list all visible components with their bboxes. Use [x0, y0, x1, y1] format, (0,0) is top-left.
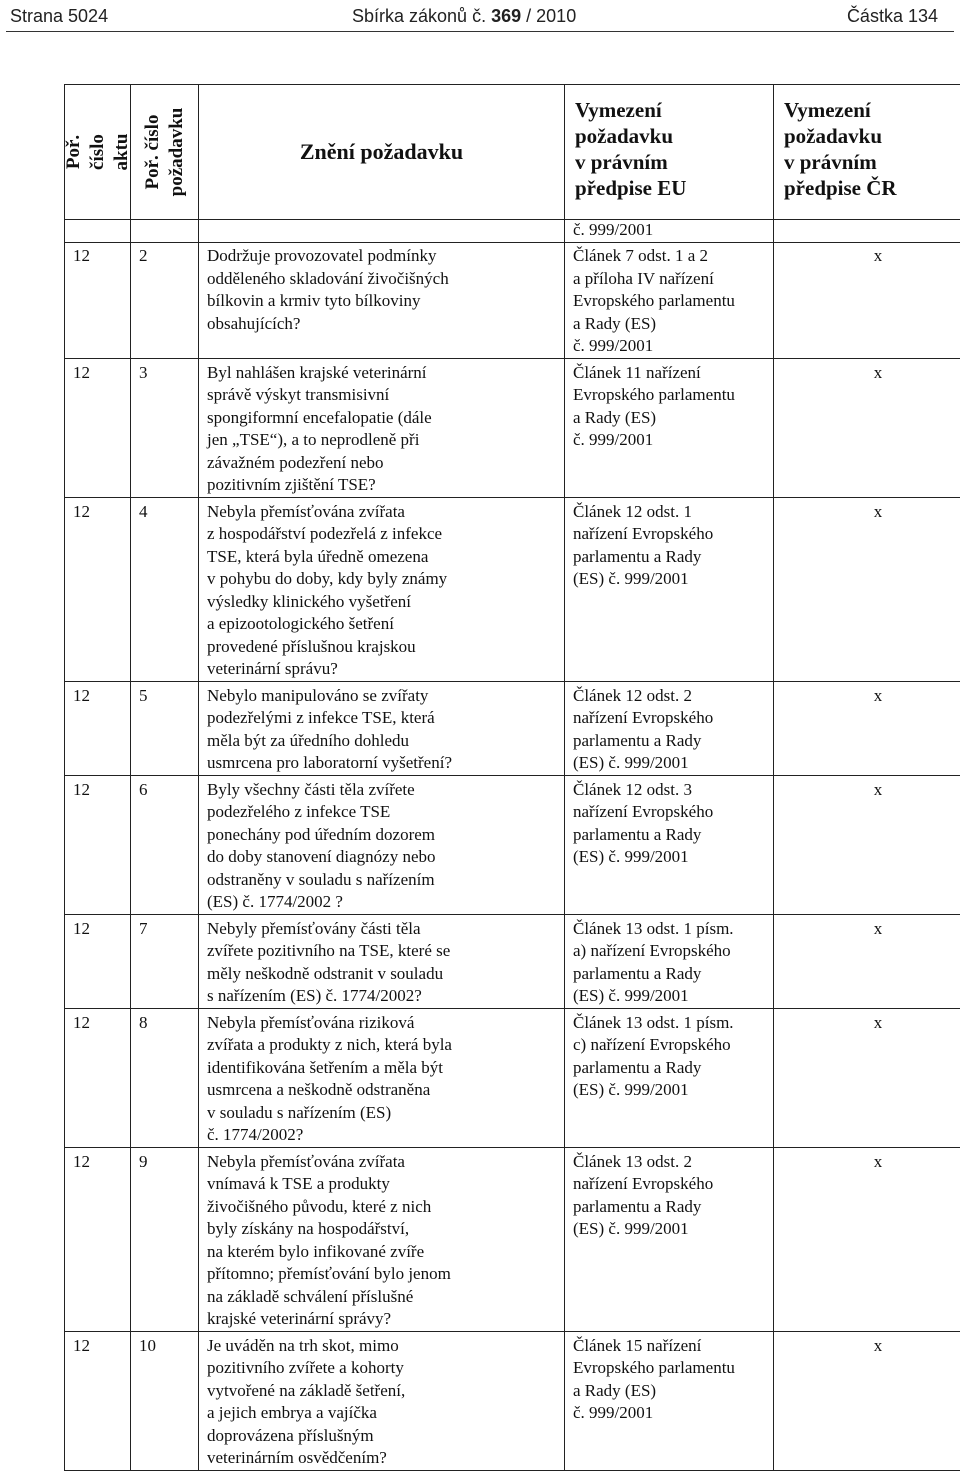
- table-row: [65, 775, 960, 914]
- row-zneni-text: Nebyla přemísťována zvířata z hospodářství podezřelá z infekce TSE, která byla úředně omezena v pohybu do doby, kdy byly známy výsledky klinického vyšetření a epizootologického šetření provedené příslušnou krajskou veterinární správu?: [199, 497, 565, 681]
- row-cr-reference: x: [774, 1331, 960, 1470]
- row-pozadavek-number: 9: [131, 1147, 199, 1331]
- header-vymezeni-cr: Vymezení požadavku v právním předpise ČR: [774, 85, 960, 220]
- collection-prefix: Sbírka zákonů č.: [352, 6, 486, 26]
- row-pozadavek-number: 3: [131, 358, 199, 497]
- row-eu-reference: Článek 7 odst. 1 a 2 a příloha IV nařízení Evropského parlamentu a Rady (ES) č. 999/2001: [565, 243, 774, 359]
- requirements-table: [64, 84, 960, 1471]
- row-pozadavek-number: 2: [131, 243, 199, 359]
- header-vymezeni-eu: Vymezení požadavku v právním předpise EU: [565, 85, 774, 220]
- row-akt-number: 12: [65, 497, 131, 681]
- header-por-cislo-pozadavku: Poř. číslo požadavku: [131, 85, 199, 220]
- row-pozadavek-number: 6: [131, 775, 199, 914]
- header-rule: [6, 31, 954, 32]
- table-header-row: [65, 85, 960, 220]
- page-header: [0, 0, 960, 32]
- table-row: [65, 497, 960, 681]
- row-cr-reference: x: [774, 775, 960, 914]
- header-zneni-pozadavku: Znění požadavku: [199, 85, 565, 220]
- row-eu-reference: Článek 15 nařízení Evropského parlamentu a Rady (ES) č. 999/2001: [565, 1331, 774, 1470]
- row-eu-reference: Článek 12 odst. 2 nařízení Evropského parlamentu a Rady (ES) č. 999/2001: [565, 681, 774, 775]
- row-akt-number: 12: [65, 681, 131, 775]
- row-pozadavek-number: 5: [131, 681, 199, 775]
- row-cr-reference: x: [774, 243, 960, 359]
- row-pozadavek-number: 4: [131, 497, 199, 681]
- row-cr-reference: x: [774, 497, 960, 681]
- row-pozadavek-number: 8: [131, 1008, 199, 1147]
- table-row: [65, 914, 960, 1008]
- row-akt-number: 12: [65, 1008, 131, 1147]
- row-zneni-text: Nebylo manipulováno se zvířaty podezřelými z infekce TSE, která měla být za úředního dohledu usmrcena pro laboratorní vyšetření?: [199, 681, 565, 775]
- row-zneni-text: Dodržuje provozovatel podmínky odděleného skladování živočišných bílkovin a krmiv tyto bílkoviny obsahujících?: [199, 243, 565, 359]
- carryover-eu-text: č. 999/2001: [565, 220, 774, 243]
- table-row: [65, 1147, 960, 1331]
- issue-number: Částka 134: [847, 6, 938, 27]
- row-cr-reference: x: [774, 1008, 960, 1147]
- row-zneni-text: Byly všechny části těla zvířete podezřelého z infekce TSE ponechány pod úředním dozorem do doby stanovení diagnózy nebo odstraněny v souladu s nařízením (ES) č. 1774/2002 ?: [199, 775, 565, 914]
- row-pozadavek-number: 10: [131, 1331, 199, 1470]
- row-cr-reference: x: [774, 358, 960, 497]
- row-eu-reference: Článek 11 nařízení Evropského parlamentu a Rady (ES) č. 999/2001: [565, 358, 774, 497]
- row-cr-reference: x: [774, 914, 960, 1008]
- row-zneni-text: Nebyly přemísťovány části těla zvířete pozitivního na TSE, které se měly neškodně odstranit v souladu s nařízením (ES) č. 1774/2002?: [199, 914, 565, 1008]
- row-akt-number: 12: [65, 775, 131, 914]
- row-eu-reference: Článek 12 odst. 3 nařízení Evropského parlamentu a Rady (ES) č. 999/2001: [565, 775, 774, 914]
- row-eu-reference: Článek 13 odst. 1 písm. c) nařízení Evropského parlamentu a Rady (ES) č. 999/2001: [565, 1008, 774, 1147]
- page-number: Strana 5024: [10, 6, 108, 27]
- collection-reference: [352, 6, 576, 27]
- header-por-cislo-aktu: Poř. číslo aktu: [65, 85, 131, 220]
- collection-number: 369: [491, 6, 521, 26]
- row-akt-number: 12: [65, 1331, 131, 1470]
- collection-year: / 2010: [526, 6, 576, 26]
- row-zneni-text: Je uváděn na trh skot, mimo pozitivního zvířete a kohorty vytvořené na základě šetření, a jejich embrya a vajíčka doprovázena příslušným veterinárním osvědčením?: [199, 1331, 565, 1470]
- row-eu-reference: Článek 13 odst. 1 písm. a) nařízení Evropského parlamentu a Rady (ES) č. 999/2001: [565, 914, 774, 1008]
- row-pozadavek-number: 7: [131, 914, 199, 1008]
- row-zneni-text: Nebyla přemísťována zvířata vnímavá k TSE a produkty živočišného původu, které z nich byly získány na hospodářství, na kterém bylo infikované zvíře přítomno; přemísťování bylo jenom na základě schválení příslušné krajské veterinární správy?: [199, 1147, 565, 1331]
- row-zneni-text: Byl nahlášen krajské veterinární správě výskyt transmisivní spongiformní encefalopatie (dále jen „TSE“), a to neprodleně při závažném podezření nebo pozitivním zjištění TSE?: [199, 358, 565, 497]
- table-row: [65, 1008, 960, 1147]
- row-eu-reference: Článek 13 odst. 2 nařízení Evropského parlamentu a Rady (ES) č. 999/2001: [565, 1147, 774, 1331]
- table-row: [65, 243, 960, 359]
- table-row: [65, 1331, 960, 1470]
- row-cr-reference: x: [774, 1147, 960, 1331]
- row-zneni-text: Nebyla přemísťována riziková zvířata a produkty z nich, která byla identifikována šetřením a měla být usmrcena a neškodně odstraněna v souladu s nařízením (ES) č. 1774/2002?: [199, 1008, 565, 1147]
- row-akt-number: 12: [65, 1147, 131, 1331]
- table-row: [65, 358, 960, 497]
- table-row: [65, 681, 960, 775]
- row-eu-reference: Článek 12 odst. 1 nařízení Evropského parlamentu a Rady (ES) č. 999/2001: [565, 497, 774, 681]
- row-akt-number: 12: [65, 243, 131, 359]
- row-akt-number: 12: [65, 914, 131, 1008]
- carryover-row: [65, 220, 960, 243]
- row-akt-number: 12: [65, 358, 131, 497]
- row-cr-reference: x: [774, 681, 960, 775]
